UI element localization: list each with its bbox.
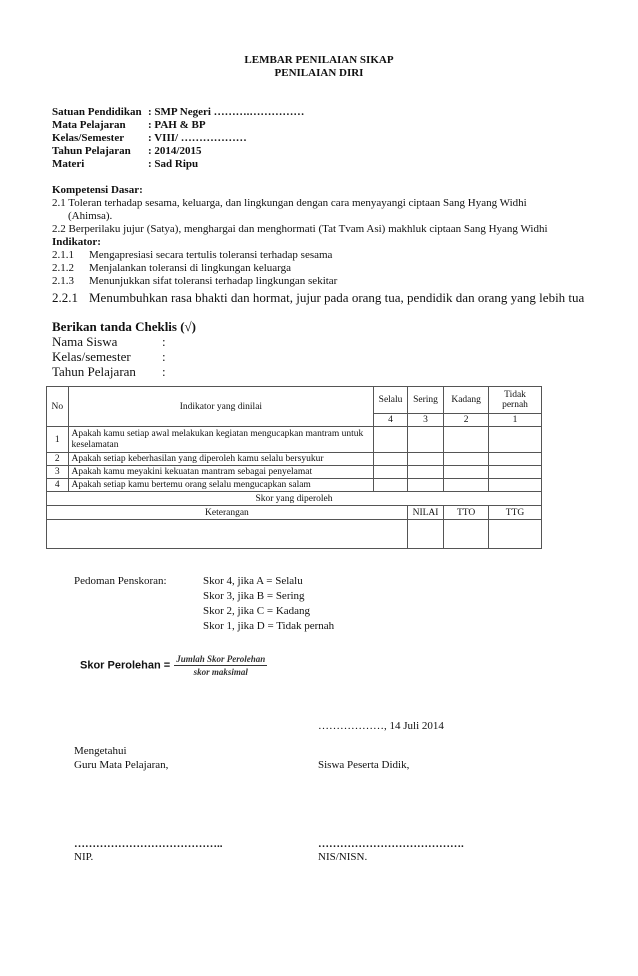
- checklist-heading: Berikan tanda Cheklis (√): [52, 319, 197, 334]
- check-cell[interactable]: [489, 427, 542, 453]
- guru-label: Guru Mata Pelajaran,: [74, 759, 169, 771]
- table-row: 3 Apakah kamu meyakini kekuatan mantram sebagai penyelamat: [47, 466, 542, 479]
- pedoman-label: Pedoman Penskoran:: [74, 575, 167, 587]
- pedoman-item: Skor 1, jika D = Tidak pernah: [203, 620, 335, 632]
- check-cell[interactable]: [374, 427, 408, 453]
- nilai-header: NILAI: [407, 506, 443, 520]
- check-cell[interactable]: [407, 479, 443, 492]
- kompetensi-heading: Kompetensi Dasar:: [52, 184, 143, 196]
- kd-item: 2.2 Berperilaku jujur (Satya), menghargai dan menghormati (Tat Tvam Asi) makhluk ciptaan Sang Hyang Widhi: [52, 223, 548, 235]
- check-cell[interactable]: [444, 453, 489, 466]
- kd-item: (Ahimsa).: [68, 210, 113, 222]
- indikator-item: 2.1.1 Mengapresiasi secara tertulis toleransi terhadap sesama: [52, 249, 333, 261]
- student-row: Tahun Pelajaran :: [52, 364, 166, 379]
- header-tidak-pernah: Tidak pernah: [489, 387, 542, 414]
- score-cell: 1: [489, 414, 542, 427]
- score-cell: 2: [444, 414, 489, 427]
- keterangan-header: Keterangan: [47, 506, 408, 520]
- signature-line-right: ………………………………….: [318, 838, 464, 850]
- skor-perolehan-label: Skor Perolehan =: [80, 659, 171, 672]
- tto-cell[interactable]: [444, 520, 489, 549]
- check-cell[interactable]: [489, 479, 542, 492]
- assessment-table: [46, 386, 542, 549]
- indikator-heading: Indikator:: [52, 236, 101, 248]
- header-selalu: Selalu: [374, 387, 408, 414]
- check-cell[interactable]: [489, 453, 542, 466]
- header-sering: Sering: [407, 387, 443, 414]
- check-cell[interactable]: [444, 479, 489, 492]
- date-line: ………………, 14 Juli 2014: [318, 720, 444, 732]
- nis-label: NIS/NISN.: [318, 851, 368, 863]
- check-cell[interactable]: [374, 466, 408, 479]
- mengetahui-label: Mengetahui: [74, 745, 127, 757]
- document-subtitle: PENILAIAN DIRI: [274, 67, 364, 79]
- pedoman-item: Skor 2, jika C = Kadang: [203, 605, 311, 617]
- signature-line-left: …………………………………..: [74, 838, 223, 850]
- check-cell[interactable]: [374, 479, 408, 492]
- pedoman-item: Skor 4, jika A = Selalu: [203, 575, 303, 587]
- table-row: 4 Apakah setiap kamu bertemu orang selalu mengucapkan salam: [47, 479, 542, 492]
- check-cell[interactable]: [374, 453, 408, 466]
- check-cell[interactable]: [489, 466, 542, 479]
- check-cell[interactable]: [407, 427, 443, 453]
- check-cell[interactable]: [407, 453, 443, 466]
- nilai-cell[interactable]: [407, 520, 443, 549]
- indikator-item: 2.2.1 Menumbuhkan rasa bhakti dan hormat, jujur pada orang tua, pendidik dan orang yang lebih tua: [52, 290, 585, 305]
- ttg-cell[interactable]: [489, 520, 542, 549]
- student-row: Nama Siswa :: [52, 334, 166, 349]
- pedoman-item: Skor 3, jika B = Sering: [203, 590, 305, 602]
- student-row: Kelas/semester :: [52, 349, 166, 364]
- indikator-item: 2.1.3 Menunjukkan sifat toleransi terhadap lingkungan sekitar: [52, 275, 338, 287]
- formula-fraction: $\frac{\text{Jumlah Skor Perolehan}}{\text{skor maksimal}}$: [176, 654, 266, 677]
- nip-label: NIP.: [74, 851, 94, 863]
- siswa-label: Siswa Peserta Didik,: [318, 759, 410, 771]
- skor-row: Skor yang diperoleh: [47, 492, 542, 506]
- skor-perolehan-formula: [80, 654, 267, 677]
- ttg-header: TTG: [489, 506, 542, 520]
- check-cell[interactable]: [407, 466, 443, 479]
- kd-item: 2.1 Toleran terhadap sesama, keluarga, dan lingkungan dengan cara menyayangi ciptaan Sang Hyang Widhi: [52, 197, 527, 209]
- table-row: 2 Apakah setiap keberhasilan yang diperoleh kamu selalu bersyukur: [47, 453, 542, 466]
- check-cell[interactable]: [444, 427, 489, 453]
- keterangan-cell[interactable]: [47, 520, 408, 549]
- document-title: LEMBAR PENILAIAN SIKAP: [244, 54, 394, 66]
- table-row: 1 Apakah kamu setiap awal melakukan kegiatan mengucapkan mantram untuk keselamatan: [47, 427, 542, 453]
- score-cell: 3: [407, 414, 443, 427]
- header-no: No: [47, 387, 69, 427]
- header-kadang: Kadang: [444, 387, 489, 414]
- tto-header: TTO: [444, 506, 489, 520]
- header-indikator: Indikator yang dinilai: [68, 387, 374, 427]
- score-cell: 4: [374, 414, 408, 427]
- check-cell[interactable]: [444, 466, 489, 479]
- indikator-item: 2.1.2 Menjalankan toleransi di lingkungan keluarga: [52, 262, 292, 274]
